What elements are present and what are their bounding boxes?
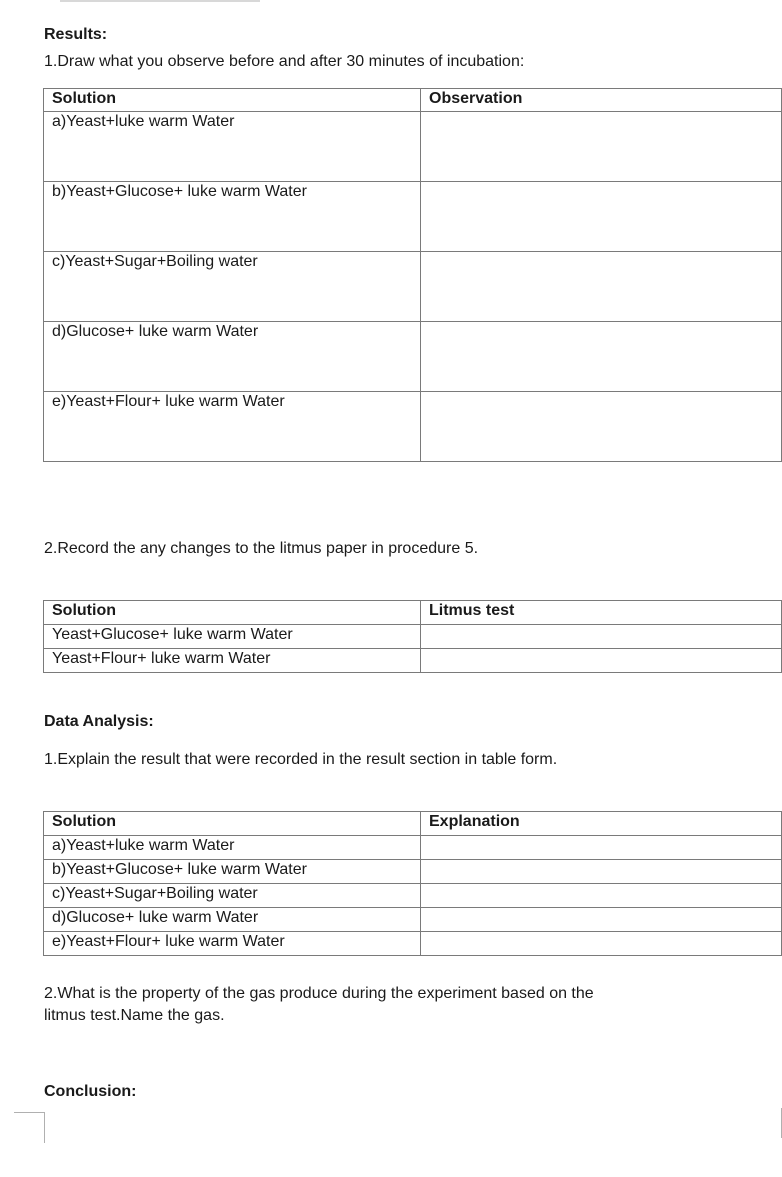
table-row xyxy=(44,884,782,908)
results-question-1: 1.Draw what you observe before and after 30 minutes of incubation: xyxy=(44,53,525,70)
observation-table xyxy=(43,88,782,462)
analysis-question-2-line-1: 2.What is the property of the gas produce during the experiment based on the xyxy=(44,985,594,1002)
table-row xyxy=(44,649,782,673)
table-header-row xyxy=(44,89,782,112)
table-row xyxy=(44,392,782,462)
data-analysis-heading: Data Analysis: xyxy=(44,713,154,730)
table-row xyxy=(44,932,782,956)
table-row xyxy=(44,625,782,649)
explanation-cell[interactable] xyxy=(421,884,782,908)
table-row xyxy=(44,112,782,182)
solution-cell: d)Glucose+ luke warm Water xyxy=(44,908,421,932)
observation-cell[interactable] xyxy=(421,392,782,462)
column-header-solution: Solution xyxy=(44,812,421,836)
solution-cell: e)Yeast+Flour+ luke warm Water xyxy=(44,392,421,462)
solution-cell: b)Yeast+Glucose+ luke warm Water xyxy=(44,860,421,884)
analysis-question-1: 1.Explain the result that were recorded in the result section in table form. xyxy=(44,751,558,768)
litmus-cell[interactable] xyxy=(421,625,782,649)
results-question-2: 2.Record the any changes to the litmus paper in procedure 5. xyxy=(44,540,479,557)
solution-cell: c)Yeast+Sugar+Boiling water xyxy=(44,252,421,322)
column-header-solution: Solution xyxy=(44,89,421,112)
explanation-cell[interactable] xyxy=(421,836,782,860)
results-heading: Results: xyxy=(44,26,108,43)
table-row xyxy=(44,908,782,932)
column-header-explanation: Explanation xyxy=(421,812,782,836)
solution-cell: b)Yeast+Glucose+ luke warm Water xyxy=(44,182,421,252)
observation-cell[interactable] xyxy=(421,112,782,182)
conclusion-heading: Conclusion: xyxy=(44,1083,137,1100)
observation-cell[interactable] xyxy=(421,182,782,252)
column-header-solution: Solution xyxy=(44,601,421,625)
observation-cell[interactable] xyxy=(421,322,782,392)
table-row xyxy=(44,252,782,322)
explanation-cell[interactable] xyxy=(421,860,782,884)
table-header-row xyxy=(44,601,782,625)
observation-cell[interactable] xyxy=(421,252,782,322)
solution-cell: Yeast+Flour+ luke warm Water xyxy=(44,649,421,673)
page-corner-mark xyxy=(14,1112,45,1143)
litmus-table xyxy=(43,600,782,673)
column-header-observation: Observation xyxy=(421,89,782,112)
table-header-row xyxy=(44,812,782,836)
analysis-question-2-line-2: litmus test.Name the gas. xyxy=(44,1007,225,1024)
column-header-litmus-test: Litmus test xyxy=(421,601,782,625)
table-row xyxy=(44,182,782,252)
solution-cell: a)Yeast+luke warm Water xyxy=(44,836,421,860)
explanation-cell[interactable] xyxy=(421,932,782,956)
solution-cell: e)Yeast+Flour+ luke warm Water xyxy=(44,932,421,956)
table-row xyxy=(44,322,782,392)
explanation-cell[interactable] xyxy=(421,908,782,932)
solution-cell: d)Glucose+ luke warm Water xyxy=(44,322,421,392)
litmus-cell[interactable] xyxy=(421,649,782,673)
solution-cell: Yeast+Glucose+ luke warm Water xyxy=(44,625,421,649)
explanation-table xyxy=(43,811,782,956)
page-top-fragment xyxy=(60,0,260,2)
table-row xyxy=(44,836,782,860)
table-row xyxy=(44,860,782,884)
solution-cell: c)Yeast+Sugar+Boiling water xyxy=(44,884,421,908)
solution-cell: a)Yeast+luke warm Water xyxy=(44,112,421,182)
